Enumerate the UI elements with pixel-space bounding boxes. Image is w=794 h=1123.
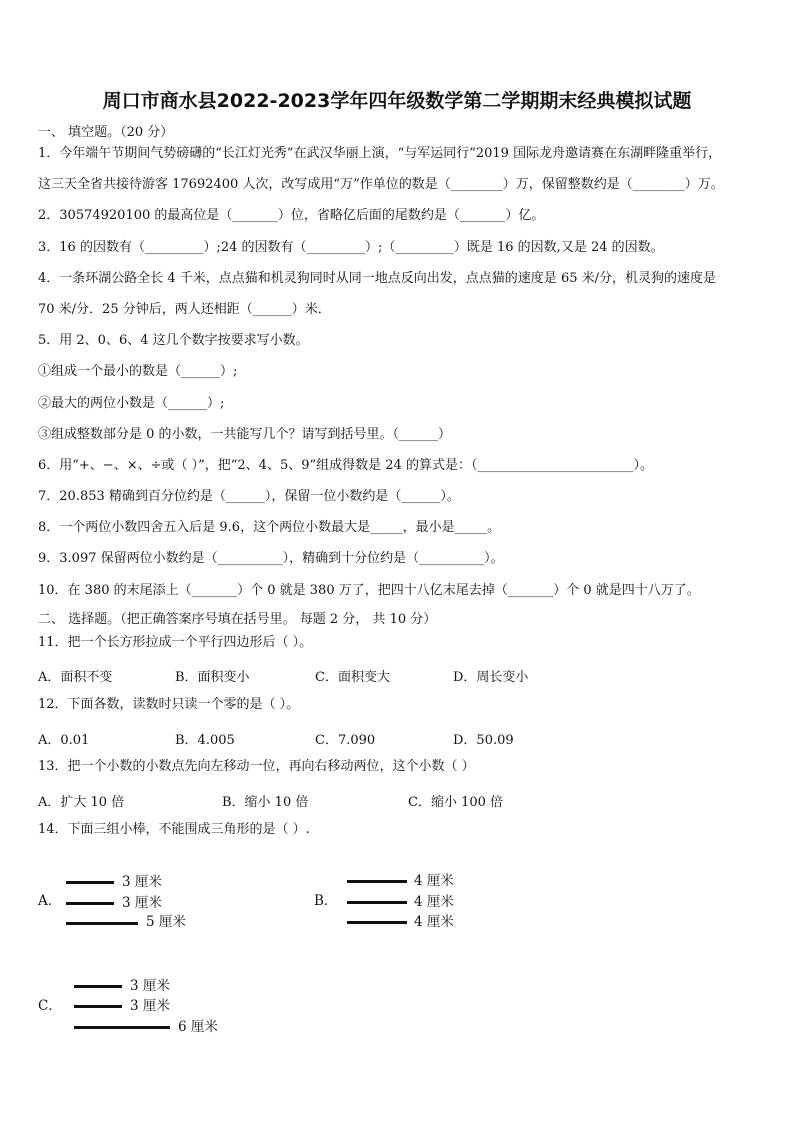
q14-b-stick-3 bbox=[347, 921, 407, 924]
q12-option-c: C．7.090 bbox=[315, 733, 376, 748]
q14-a-stick-1 bbox=[66, 881, 114, 884]
question-3: 3．16 的因数有（_________）;24 的因数有（_________）;（_________）既是 16 的因数,又是 24 的因数。 bbox=[38, 240, 664, 255]
page-title: 周口市商水县2022-2023学年四年级数学第二学期期末经典模拟试题 bbox=[102, 90, 692, 112]
question-14: 14．下面三组小棒，不能围成三角形的是（ ）. bbox=[38, 822, 310, 837]
q14-group-c-letter: C． bbox=[38, 998, 62, 1014]
question-5-part-3: ③组成整数部分是 0 的小数，一共能写几个？请写到括号里。（______） bbox=[38, 427, 452, 442]
question-1-line-2: 这三天全省共接待游客 17692400 人次，改写成用“万”作单位的数是（________）万，保留整数约是（________）万。 bbox=[38, 177, 724, 192]
question-9: 9．3.097 保留两位小数约是（__________），精确到十分位约是（__________）。 bbox=[38, 551, 504, 566]
question-12: 12．下面各数，读数时只读一个零的是（ ）。 bbox=[38, 697, 300, 712]
q14-b-stick-1 bbox=[347, 880, 407, 883]
q12-option-a: A．0.01 bbox=[38, 733, 90, 748]
q14-c-stick-2 bbox=[74, 1005, 122, 1008]
q14-c-stick-3-label: 6 厘米 bbox=[178, 1019, 218, 1035]
question-5-part-2: ②最大的两位小数是（______）; bbox=[38, 396, 225, 411]
question-7: 7．20.853 精确到百分位约是（______），保留一位小数约是（______）。 bbox=[38, 489, 460, 504]
question-8: 8．一个两位小数四舍五入后是 9.6，这个两位小数最大是_____，最小是_____。 bbox=[38, 520, 501, 535]
q14-a-stick-3 bbox=[66, 922, 138, 925]
q11-option-a: A．面积不变 bbox=[38, 670, 113, 685]
q14-group-b-letter: B． bbox=[314, 893, 338, 909]
question-13: 13．把一个小数的小数点先向左移动一位，再向右移动两位，这个小数（ ） bbox=[38, 759, 475, 774]
q14-c-stick-2-label: 3 厘米 bbox=[130, 998, 170, 1014]
q14-a-stick-1-label: 3 厘米 bbox=[122, 874, 162, 890]
q14-a-stick-2 bbox=[66, 902, 114, 905]
q14-b-stick-2 bbox=[347, 901, 407, 904]
section-choice-heading: 二、 选择题。（把正确答案序号填在括号里。 每题 2 分， 共 10 分） bbox=[38, 612, 437, 627]
q12-option-d: D．50.09 bbox=[453, 733, 514, 748]
q14-c-stick-3 bbox=[74, 1026, 170, 1029]
q14-b-stick-3-label: 4 厘米 bbox=[414, 914, 454, 930]
q14-a-stick-3-label: 5 厘米 bbox=[146, 914, 186, 930]
question-6: 6．用“+、−、×、÷或（ ）”，把“2、4、5、9”组成得数是 24 的算式是：（________________________）。 bbox=[38, 458, 653, 473]
q14-c-stick-1-label: 3 厘米 bbox=[130, 978, 170, 994]
question-10: 10．在 380 的末尾添上（_______）个 0 就是 380 万了，把四十八亿末尾去掉（_______）个 0 就是四十八万了。 bbox=[38, 583, 700, 598]
question-2: 2．30574920100 的最高位是（_______）位，省略亿后面的尾数约是（_______）亿。 bbox=[38, 208, 545, 223]
q11-option-b: B．面积变小 bbox=[175, 670, 250, 685]
q11-option-c: C．面积变大 bbox=[315, 670, 390, 685]
question-5: 5．用 2、0、6、4 这几个数字按要求写小数。 bbox=[38, 333, 309, 348]
section-fill-blank-heading: 一、 填空题。（20 分） bbox=[38, 125, 174, 140]
q13-option-b: B．缩小 10 倍 bbox=[222, 795, 309, 810]
question-4-line-2: 70 米/分．25 分钟后，两人还相距（______）米． bbox=[38, 302, 331, 317]
q14-a-stick-2-label: 3 厘米 bbox=[122, 895, 162, 911]
q11-option-d: D．周长变小 bbox=[453, 670, 529, 685]
q14-c-stick-1 bbox=[74, 985, 122, 988]
q12-option-b: B．4.005 bbox=[175, 733, 235, 748]
q14-group-a-letter: A． bbox=[38, 893, 62, 909]
question-5-part-1: ①组成一个最小的数是（______）; bbox=[38, 364, 238, 379]
q14-b-stick-2-label: 4 厘米 bbox=[414, 894, 454, 910]
question-1-line-1: 1．今年端午节期间气势磅礴的“长江灯光秀”在武汉华丽上演，“与军运同行”2019 国际龙舟邀请赛在东湖畔隆重举行， bbox=[38, 146, 722, 161]
q13-option-a: A．扩大 10 倍 bbox=[38, 795, 125, 810]
q13-option-c: C．缩小 100 倍 bbox=[408, 795, 504, 810]
q14-b-stick-1-label: 4 厘米 bbox=[414, 873, 454, 889]
question-4-line-1: 4．一条环湖公路全长 4 千米，点点猫和机灵狗同时从同一地点反向出发，点点猫的速度是 65 米/分，机灵狗的速度是 bbox=[38, 271, 716, 286]
question-11: 11．把一个长方形拉成一个平行四边形后（ ）。 bbox=[38, 635, 313, 650]
